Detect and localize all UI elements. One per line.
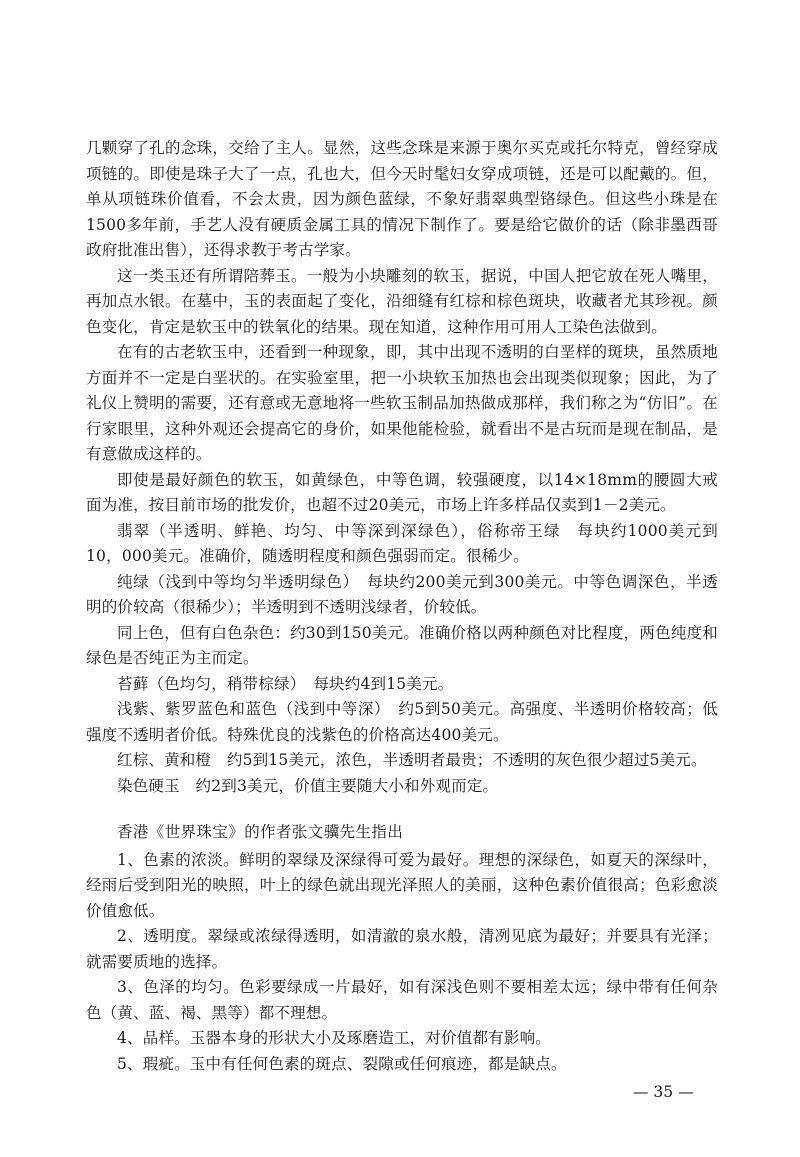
price-item-imperial-green: 翡翠（半透明、鲜艳、均匀、中等深到深绿色），俗称帝王绿 每块约1000美元到10，000美元。准确价，随透明程度和颜色强弱而定。很稀少。 xyxy=(86,521,718,565)
criteria-item-flaws: 5、瑕疵。玉中有任何色素的斑点、裂隙或任何痕迹，都是缺点。 xyxy=(117,1054,567,1073)
price-item-russet-yellow-orange: 红棕、黄和橙 约5到15美元，浓色，半透明者最贵；不透明的灰色很少超过5美元。 xyxy=(117,751,707,769)
criteria-item-evenness: 3、色泽的均匀。色彩要绿成一片最好，如有深浅色则不要相差太远；绿中带有任何杂色（黄、蓝、褐、黑等）都不理想。 xyxy=(86,978,718,1022)
price-item-pure-green: 纯绿（浅到中等均匀半透明绿色） 每块约200美元到300美元。中等色调深色，半透明的价较高（很稀少）；半透明到不透明浅绿者，价较低。 xyxy=(86,572,718,616)
section-heading: 香港《世界珠宝》的作者张文骥先生指出 xyxy=(117,823,404,841)
document-body xyxy=(86,136,718,1077)
continuation-paragraph: 几颗穿了孔的念珠，交给了主人。显然，这些念珠是来源于奥尔买克或托尔特克，曾经穿成项链的。即使是珠子大了一点，孔也大，但今天时髦妇女穿成项链，还是可以配戴的。但，单从项链珠价值看，不会太贵，因为颜色蓝绿，不象好翡翠典型铬绿色。但这些小珠是在1500多年前，手艺人没有硬质金属工具的情况下制作了。要是给它做价的话（除非墨西哥政府批准出售），还得求教于考古学家。 xyxy=(86,139,718,259)
paragraph-nephrite-price: 即使是最好颜色的软玉，如黄绿色，中等色调，较强硬度，以14×18mm的腰圆大戒面为准，按目前市场的批发价，也超不过20美元，市场上许多样品仅卖到1－2美元。 xyxy=(86,470,718,514)
paragraph-burial-jade: 这一类玉还有所谓陪葬玉。一般为小块雕刻的软玉，据说，中国人把它放在死人嘴里，再加点水银。在墓中，玉的表面起了变化，沿细缝有红棕和棕色斑块，收藏者尤其珍视。颜色变化，肯定是软玉中的铁氧化的结果。现在知道，这种作用可用人工染色法做到。 xyxy=(86,266,718,336)
price-item-mottled-green: 同上色，但有白色杂色：约30到150美元。准确价格以两种颜色对比程度，两色纯度和绿色是否纯正为主而定。 xyxy=(86,623,718,667)
price-item-lavender: 浅紫、紫罗蓝色和蓝色（浅到中等深） 约5到50美元。高强度、半透明价格较高；低强度不透明者价低。特殊优良的浅紫色的价格高达400美元。 xyxy=(86,700,718,744)
criteria-item-shape: 4、品样。玉器本身的形状大小及琢磨造工，对价值都有影响。 xyxy=(117,1029,551,1047)
paragraph-imitation-antique: 在有的古老软玉中，还看到一种现象，即，其中出现不透明的白垩样的斑块，虽然质地方面并不一定是白垩状的。在实验室里，把一小块软玉加热也会出现类似现象；因此，为了礼仪上赞明的需要，还有意或无意地将一些软玉制品加热做成那样，我们称之为“仿旧”。在行家眼里，这种外观还会提高它的身价，如果他能检验，就看出不是古玩而是现在制品，是有意做成这样的。 xyxy=(86,343,718,463)
price-item-moss: 苔藓（色均匀，稍带棕绿） 每块约4到15美元。 xyxy=(117,674,454,693)
criteria-item-transparency: 2、透明度。翠绿或浓绿得透明，如清澈的泉水般，清冽见底为最好；并要具有光泽；就需要质地的选择。 xyxy=(86,927,718,971)
page-number: — 35 — xyxy=(633,1083,694,1101)
criteria-item-color-depth: 1、色素的浓淡。鲜明的翠绿及深绿得可爱为最好。理想的深绿色，如夏天的深绿叶，经雨后受到阳光的映照，叶上的绿色就出现光泽照人的美丽，这种色素价值很高；色彩愈淡价值愈低。 xyxy=(86,850,718,920)
price-item-dyed-jadeite: 染色硬玉 约2到3美元，价值主要随大小和外观而定。 xyxy=(117,776,499,795)
